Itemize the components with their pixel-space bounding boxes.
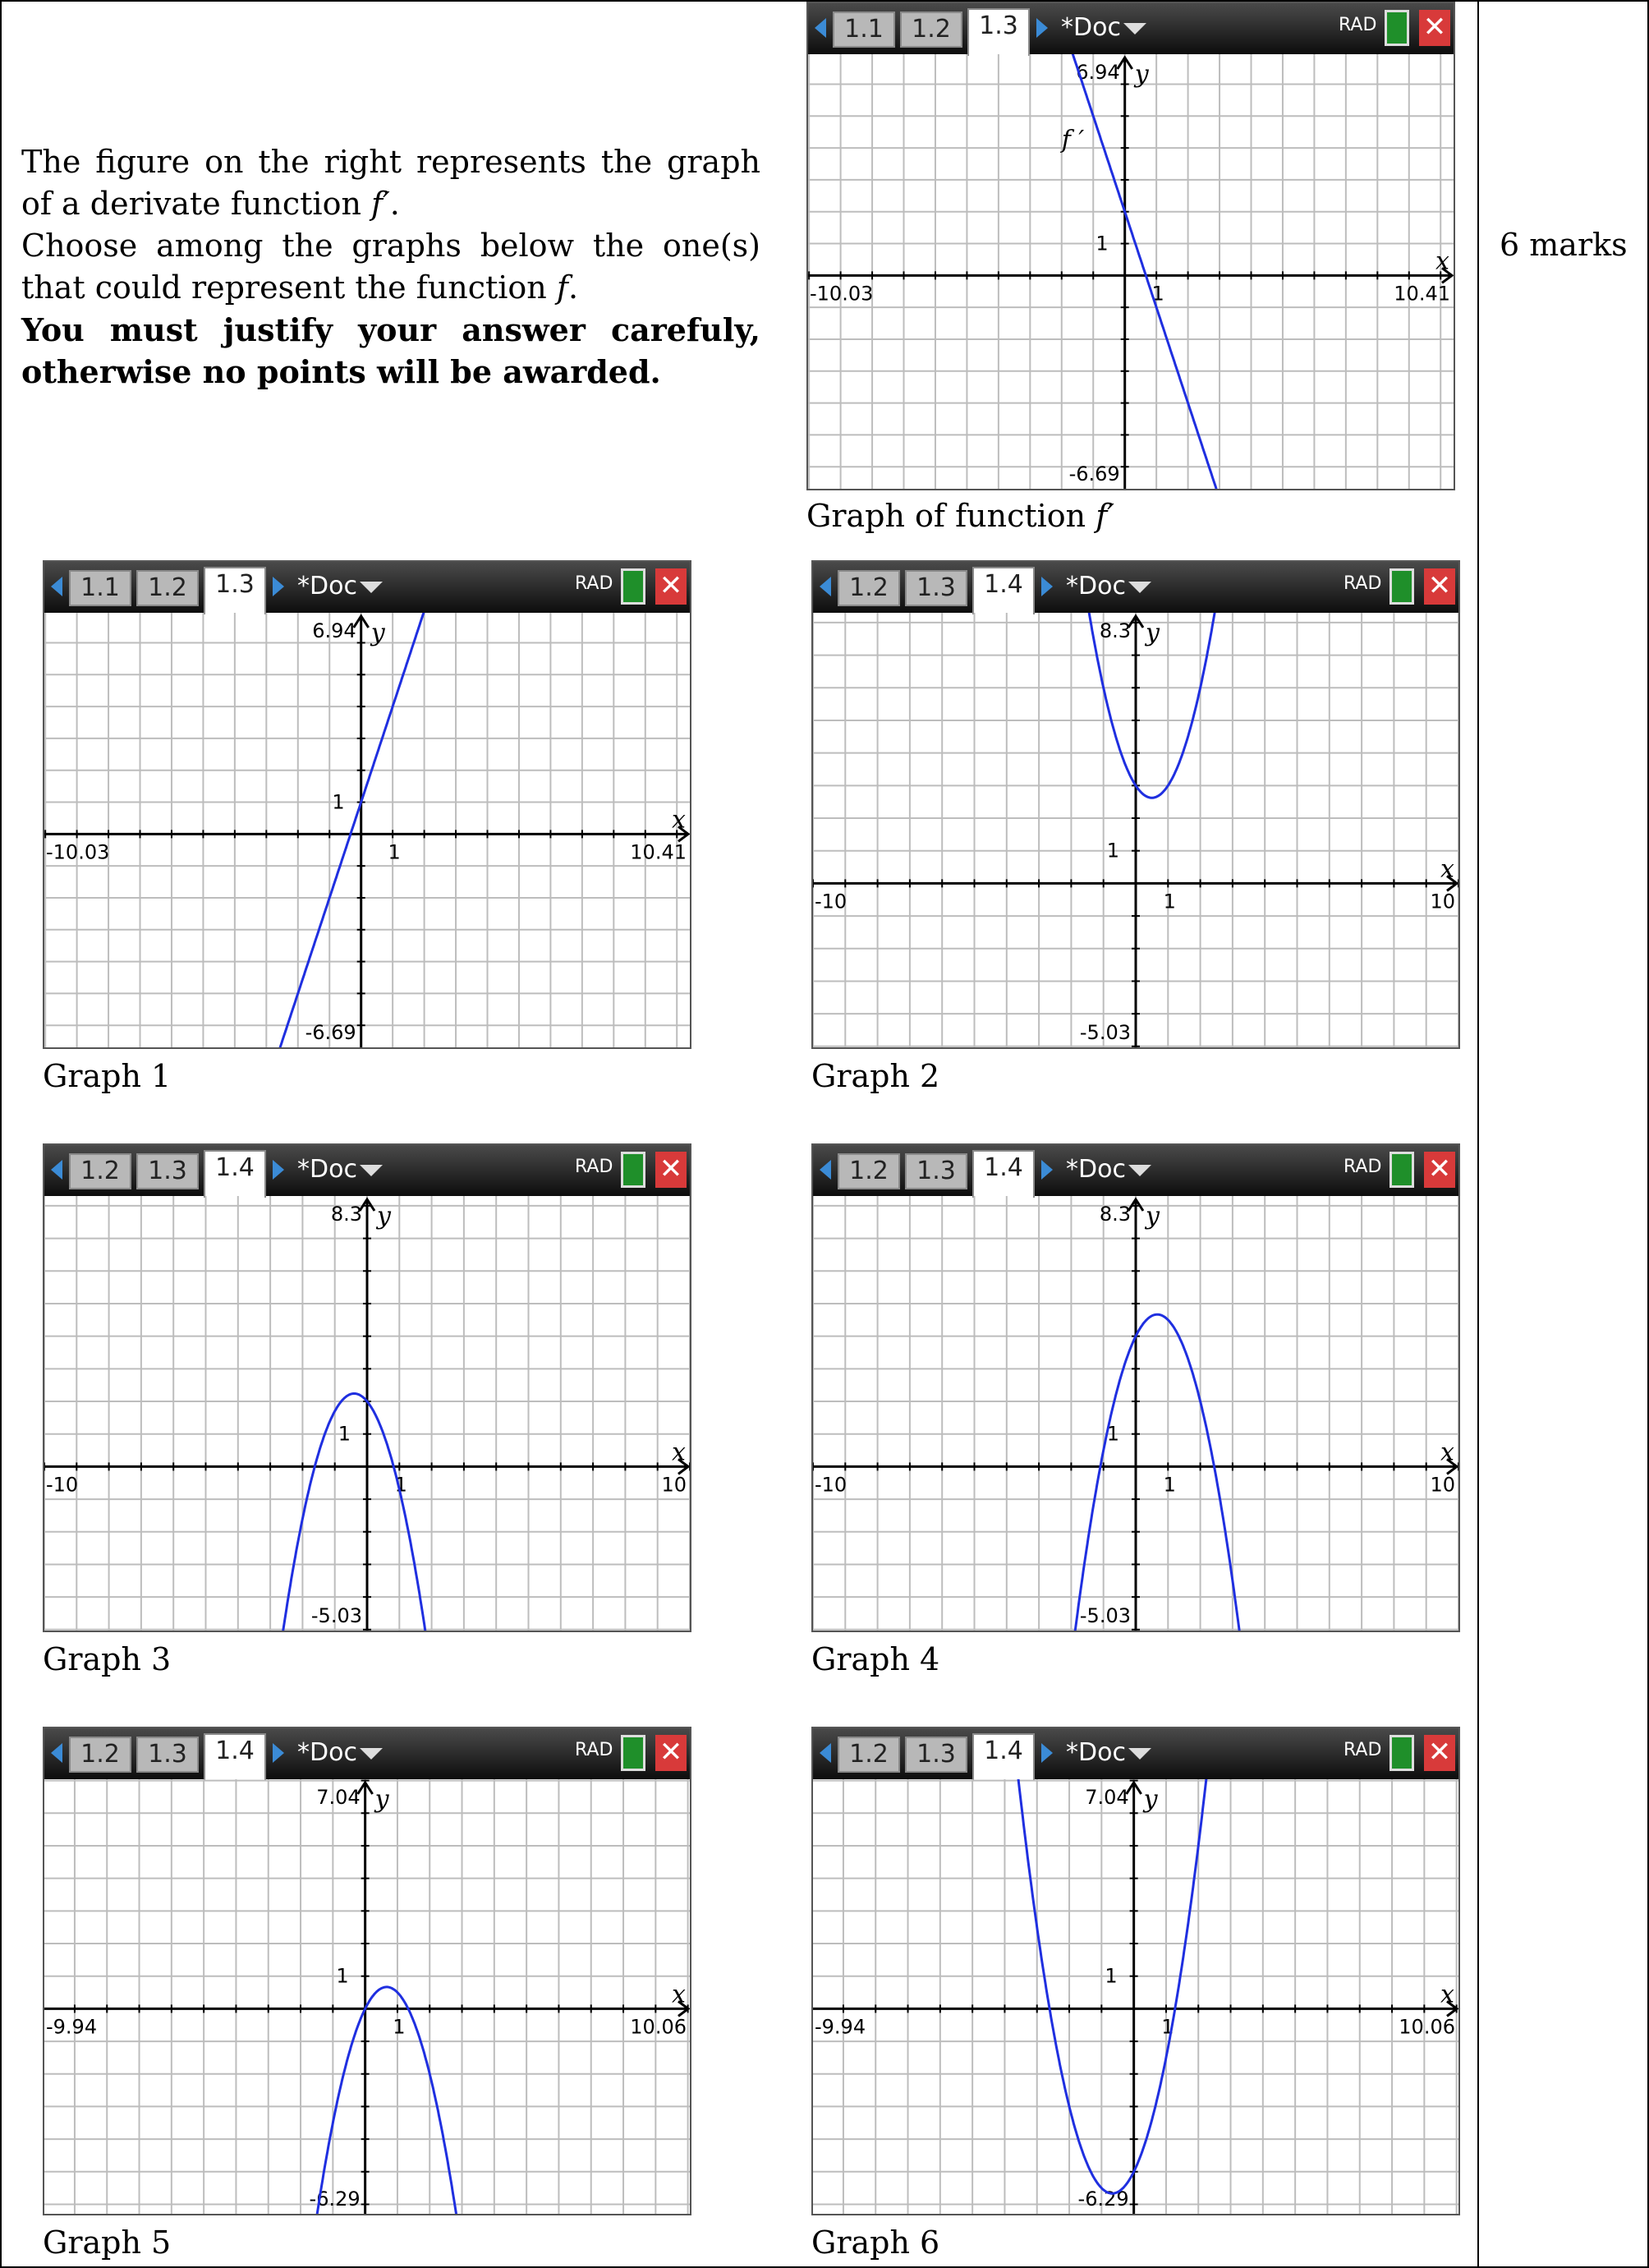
grid [44, 613, 690, 1047]
caption-graph6: Graph 6 [811, 2224, 940, 2261]
tab-1-2[interactable]: 1.2 [136, 570, 199, 606]
y-axis-label: y [1134, 60, 1149, 89]
x-min-label: -10.03 [810, 282, 874, 306]
marks-label: 6 marks [1500, 227, 1628, 263]
grid [813, 1779, 1458, 2214]
function-curve [1053, 54, 1238, 489]
tab-1-3[interactable]: 1.3 [905, 1737, 967, 1773]
left-arrow-icon[interactable] [51, 1743, 62, 1763]
y-unit-label: 1 [1106, 839, 1119, 863]
question-line1-end: . [389, 186, 400, 222]
x-min-label: -9.94 [46, 2015, 98, 2039]
close-icon[interactable]: ✕ [1424, 568, 1455, 605]
y-max-label: 8.3 [330, 1203, 362, 1226]
function-curve [260, 613, 444, 1047]
x-axis-label: x [1440, 1438, 1454, 1467]
document-label: *Doc [297, 1738, 357, 1767]
chevron-down-icon[interactable] [360, 1748, 383, 1760]
close-icon[interactable]: ✕ [655, 1152, 687, 1188]
y-axis-label: y [370, 619, 385, 647]
x-min-label: -10 [815, 1473, 847, 1497]
tab-1-3[interactable]: 1.3 [905, 1153, 967, 1189]
calculator-panel-fprime [806, 2, 1455, 490]
calculator-toolbar [813, 1145, 1458, 1196]
graph-area-fprime[interactable] [808, 54, 1454, 489]
x-axis-label: x [1435, 246, 1449, 276]
tab-1-3[interactable]: 1.3 [967, 8, 1030, 56]
tab-1-1[interactable]: 1.1 [833, 12, 895, 48]
y-axis-label: y [1146, 619, 1160, 647]
y-max-label: 8.3 [1099, 1203, 1131, 1226]
caption-graph2: Graph 2 [811, 1058, 940, 1094]
x-max-label: 10.41 [630, 840, 687, 864]
document-label: *Doc [1061, 13, 1121, 42]
left-arrow-icon[interactable] [51, 1160, 62, 1180]
left-arrow-icon[interactable] [820, 1743, 831, 1763]
x-unit-label: 1 [1151, 282, 1164, 306]
close-icon[interactable]: ✕ [655, 568, 687, 605]
tab-1-2[interactable]: 1.2 [838, 1737, 900, 1773]
question-line1: The figure on the right represents the graph of a derivate function [21, 144, 760, 222]
question-line2-end: . [567, 269, 579, 306]
x-axis-label: x [1440, 854, 1454, 884]
graph-area-graph2[interactable] [813, 613, 1458, 1047]
question-line2: Choose among the graphs below the one(s) that could represent the function [21, 228, 760, 306]
tab-1-2[interactable]: 1.2 [900, 12, 962, 48]
tab-1-4[interactable]: 1.4 [972, 1733, 1035, 1781]
y-min-label: -6.69 [1068, 462, 1120, 485]
x-unit-label: 1 [388, 840, 401, 864]
right-arrow-icon[interactable] [273, 1743, 284, 1763]
question-paragraph-2 [21, 225, 760, 309]
function-curve [274, 1394, 434, 1631]
x-max-label: 10.06 [630, 2015, 687, 2039]
y-axis-label: y [1143, 1785, 1158, 1814]
right-arrow-icon[interactable] [273, 577, 284, 596]
tab-1-1[interactable]: 1.1 [69, 570, 131, 606]
chevron-down-icon[interactable] [360, 1165, 383, 1176]
right-arrow-icon[interactable] [1041, 1743, 1053, 1763]
column-divider [1477, 0, 1479, 2268]
battery-icon [1389, 568, 1414, 605]
question-text [21, 141, 760, 393]
y-max-label: 6.94 [312, 619, 356, 642]
tab-1-3[interactable]: 1.3 [136, 1737, 199, 1773]
angle-mode-label: RAD [1339, 15, 1377, 35]
x-unit-label: 1 [394, 1473, 407, 1497]
x-min-label: -10 [815, 890, 847, 913]
y-unit-label: 1 [1096, 232, 1109, 255]
y-axis-label: y [374, 1785, 389, 1814]
left-arrow-icon[interactable] [820, 577, 831, 596]
tab-1-4[interactable]: 1.4 [204, 1150, 266, 1198]
close-icon[interactable]: ✕ [1424, 1735, 1455, 1771]
document-label: *Doc [1066, 572, 1126, 600]
y-unit-label: 1 [1106, 1422, 1119, 1446]
chevron-down-icon[interactable] [360, 582, 383, 593]
caption-fprime-text: Graph of function [806, 498, 1096, 534]
question-warning: You must justify your answer carefuly, otherwise no points will be awarded. [21, 311, 760, 390]
grid [44, 1779, 690, 2214]
x-min-label: -10.03 [46, 840, 110, 864]
chevron-down-icon[interactable] [1128, 1165, 1151, 1176]
x-max-label: 10.06 [1399, 2015, 1455, 2039]
y-min-label: -6.69 [305, 1021, 356, 1044]
x-max-label: 10 [1430, 1473, 1455, 1497]
y-axis-label: y [377, 1202, 391, 1231]
graph-area-graph1[interactable] [44, 613, 690, 1047]
x-max-label: 10.41 [1394, 282, 1450, 306]
left-arrow-icon[interactable] [820, 1160, 831, 1180]
calculator-toolbar [44, 1728, 690, 1779]
grid [808, 54, 1454, 489]
y-min-label: -5.03 [1079, 1021, 1131, 1044]
caption-fprime-symbol: f′ [1096, 498, 1114, 534]
chevron-down-icon[interactable] [1128, 582, 1151, 593]
battery-icon [1385, 10, 1409, 46]
x-axis-label: x [672, 1438, 686, 1467]
y-min-label: -6.29 [1077, 2187, 1129, 2210]
x-min-label: -10 [46, 1473, 79, 1497]
caption-fprime [806, 498, 1114, 534]
calculator-panel-graph4 [811, 1143, 1460, 1632]
angle-mode-label: RAD [1344, 573, 1382, 594]
angle-mode-label: RAD [575, 573, 613, 594]
x-max-label: 10 [1430, 890, 1455, 913]
caption-graph4: Graph 4 [811, 1641, 940, 1677]
graph-area-graph3[interactable] [44, 1196, 690, 1631]
tab-1-4[interactable]: 1.4 [204, 1733, 266, 1781]
calculator-panel-graph2 [811, 560, 1460, 1049]
tab-1-2[interactable]: 1.2 [69, 1153, 131, 1189]
battery-icon [621, 568, 645, 605]
tab-1-4[interactable]: 1.4 [972, 1150, 1035, 1198]
close-icon[interactable]: ✕ [1424, 1152, 1455, 1188]
x-max-label: 10 [661, 1473, 687, 1497]
y-max-label: 7.04 [316, 1786, 361, 1809]
caption-graph5: Graph 5 [43, 2224, 172, 2261]
battery-icon [621, 1152, 645, 1188]
y-max-label: 8.3 [1099, 619, 1131, 642]
calculator-toolbar [813, 1728, 1458, 1779]
calculator-toolbar [808, 3, 1454, 54]
x-axis-label: x [1440, 1980, 1454, 2009]
document-label: *Doc [1066, 1155, 1126, 1184]
angle-mode-label: RAD [1344, 1740, 1382, 1760]
close-icon[interactable]: ✕ [655, 1735, 687, 1771]
calculator-panel-graph1 [43, 560, 691, 1049]
left-arrow-icon[interactable] [815, 18, 826, 38]
y-min-label: -5.03 [1079, 1604, 1131, 1627]
calculator-toolbar [813, 562, 1458, 613]
angle-mode-label: RAD [1344, 1157, 1382, 1177]
graph-area-graph6[interactable] [813, 1779, 1458, 2214]
caption-graph3: Graph 3 [43, 1641, 172, 1677]
calculator-panel-graph6 [811, 1727, 1460, 2215]
graph-area-graph4[interactable] [813, 1196, 1458, 1631]
right-arrow-icon[interactable] [1041, 1160, 1053, 1180]
tab-1-3[interactable]: 1.3 [905, 570, 967, 606]
y-unit-label: 1 [1105, 1964, 1118, 1988]
angle-mode-label: RAD [575, 1740, 613, 1760]
y-min-label: -6.29 [309, 2187, 361, 2210]
y-unit-label: 1 [338, 1422, 351, 1446]
y-axis-label: y [1146, 1202, 1160, 1231]
question-paragraph [21, 141, 760, 225]
function-curve [1068, 1314, 1247, 1631]
x-unit-label: 1 [1163, 890, 1176, 913]
left-arrow-icon[interactable] [51, 577, 62, 596]
document-label: *Doc [297, 572, 357, 600]
tab-1-2[interactable]: 1.2 [838, 570, 900, 606]
document-label: *Doc [297, 1155, 357, 1184]
tab-1-4[interactable]: 1.4 [972, 567, 1035, 614]
calculator-toolbar [44, 562, 690, 613]
x-unit-label: 1 [393, 2015, 406, 2039]
y-max-label: 7.04 [1085, 1786, 1129, 1809]
chevron-down-icon[interactable] [1123, 23, 1146, 35]
x-axis-label: x [672, 1980, 686, 2009]
calculator-panel-graph5 [43, 1727, 691, 2215]
document-label: *Doc [1066, 1738, 1126, 1767]
chevron-down-icon[interactable] [1128, 1748, 1151, 1760]
caption-graph1: Graph 1 [43, 1058, 172, 1094]
y-max-label: 6.94 [1076, 61, 1120, 84]
battery-icon [1389, 1152, 1414, 1188]
tab-1-2[interactable]: 1.2 [69, 1737, 131, 1773]
curve-label: f ′ [1061, 126, 1085, 155]
question-symbol-f: f [556, 269, 568, 306]
x-unit-label: 1 [1163, 1473, 1176, 1497]
y-min-label: -5.03 [310, 1604, 362, 1627]
y-unit-label: 1 [332, 790, 345, 814]
question-symbol-fprime: f′ [371, 186, 390, 222]
right-arrow-icon[interactable] [1036, 18, 1048, 38]
x-axis-label: x [672, 805, 686, 835]
function-curve [308, 1987, 466, 2214]
battery-icon [621, 1735, 645, 1771]
right-arrow-icon[interactable] [1041, 577, 1053, 596]
calculator-toolbar [44, 1145, 690, 1196]
y-unit-label: 1 [336, 1964, 349, 1988]
tab-1-3[interactable]: 1.3 [136, 1153, 199, 1189]
tab-1-3[interactable]: 1.3 [204, 567, 266, 614]
calculator-panel-graph3 [43, 1143, 691, 1632]
angle-mode-label: RAD [575, 1157, 613, 1177]
tab-1-2[interactable]: 1.2 [838, 1153, 900, 1189]
x-min-label: -9.94 [815, 2015, 866, 2039]
battery-icon [1389, 1735, 1414, 1771]
close-icon[interactable]: ✕ [1419, 10, 1450, 46]
graph-area-graph5[interactable] [44, 1779, 690, 2214]
x-unit-label: 1 [1161, 2015, 1174, 2039]
right-arrow-icon[interactable] [273, 1160, 284, 1180]
